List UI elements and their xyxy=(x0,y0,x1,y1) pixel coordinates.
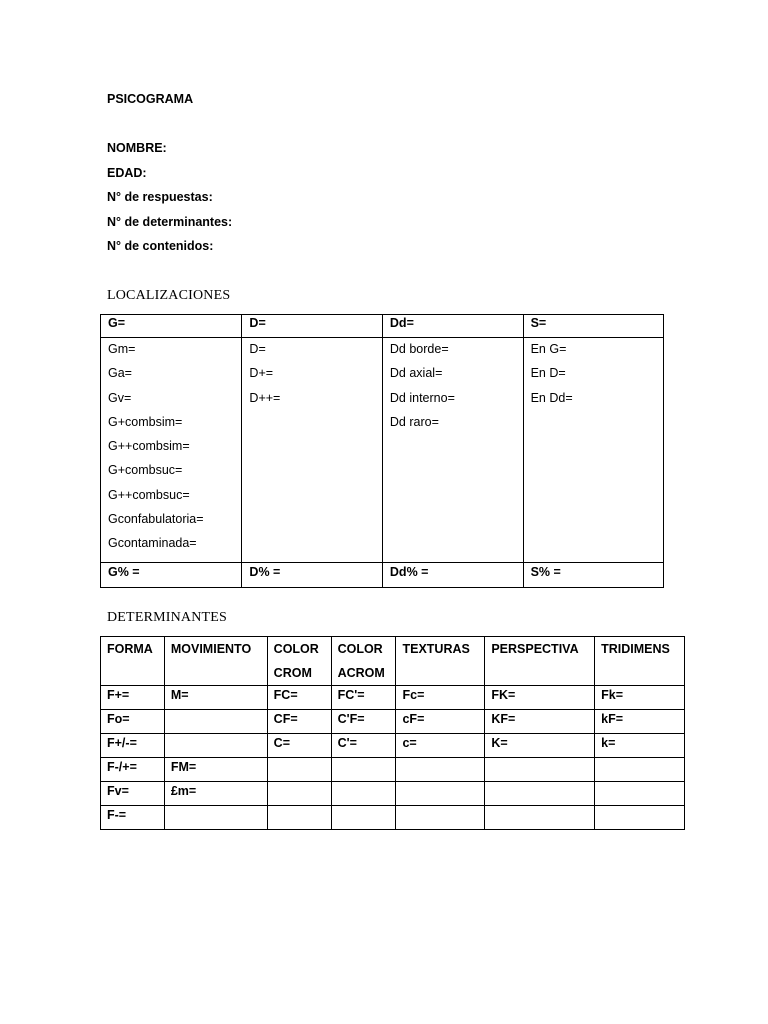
page-title: PSICOGRAMA xyxy=(107,92,194,106)
total-cell: S% = xyxy=(523,563,663,588)
table-body-row xyxy=(101,338,664,563)
cell-item: Gv= xyxy=(108,390,132,405)
table-cell xyxy=(595,806,685,830)
header-cell: Dd= xyxy=(382,315,523,338)
patient-fields xyxy=(107,140,232,263)
table-cell: F-/+= xyxy=(101,758,165,782)
cell-item: D= xyxy=(249,342,266,356)
table-cell: F+/-= xyxy=(101,734,165,758)
table-cell: Fo= xyxy=(101,710,165,734)
table-cell: Fc= xyxy=(396,686,485,710)
header-cell: COLOR ACROM xyxy=(331,637,396,686)
cell-item: Dd raro= xyxy=(389,414,439,429)
cell-item: Gconfabulatoria= xyxy=(108,512,204,527)
cell-item: G+combsim= xyxy=(108,414,183,429)
cell-item: Dd axial= xyxy=(389,366,443,381)
table-cell xyxy=(331,782,396,806)
table-cell xyxy=(396,782,485,806)
cell-item: Gm= xyxy=(108,342,136,356)
table-cell xyxy=(164,734,267,758)
localizaciones-heading: LOCALIZACIONES xyxy=(107,288,231,303)
table-cell: C= xyxy=(267,734,331,758)
table-cell: M= xyxy=(164,686,267,710)
field-respuestas: N° de respuestas: xyxy=(107,190,213,204)
table-header-row xyxy=(101,315,664,338)
total-cell: D% = xyxy=(242,563,382,588)
total-cell: Dd% = xyxy=(382,563,523,588)
cell-item: G++combsim= xyxy=(108,439,190,454)
table-cell: £m= xyxy=(164,782,267,806)
field-contenidos: N° de contenidos: xyxy=(107,239,214,253)
table-cell: k= xyxy=(595,734,685,758)
table-cell xyxy=(267,758,331,782)
table-cell xyxy=(331,758,396,782)
table-cell: F-= xyxy=(101,806,165,830)
header-cell: MOVIMIENTO xyxy=(164,637,267,686)
determinantes-heading: DETERMINANTES xyxy=(107,610,228,625)
cell-item: D++= xyxy=(249,390,281,405)
table-cell xyxy=(396,806,485,830)
column-dd xyxy=(382,338,523,563)
table-totals-row xyxy=(101,563,664,588)
table-cell xyxy=(595,782,685,806)
table-cell xyxy=(396,758,485,782)
table-cell: Fv= xyxy=(101,782,165,806)
cell-item: G++combsuc= xyxy=(108,487,190,502)
cell-item: Dd borde= xyxy=(389,342,449,356)
header-cell: G= xyxy=(101,315,242,338)
total-cell: G% = xyxy=(101,563,242,588)
header-cell: COLOR CROM xyxy=(267,637,331,686)
table-cell: c= xyxy=(396,734,485,758)
table-cell: FK= xyxy=(485,686,595,710)
header-cell: TRIDIMENS xyxy=(595,637,685,686)
determinantes-table xyxy=(100,636,685,830)
table-cell xyxy=(485,782,595,806)
table-cell xyxy=(267,782,331,806)
table-cell xyxy=(485,806,595,830)
table-cell xyxy=(485,758,595,782)
cell-item: En G= xyxy=(530,342,567,356)
table-cell xyxy=(267,806,331,830)
table-cell: CF= xyxy=(267,710,331,734)
cell-item: Ga= xyxy=(108,366,132,381)
table-cell: C'= xyxy=(331,734,396,758)
table-row xyxy=(101,686,685,710)
table-row xyxy=(101,782,685,806)
field-determinantes: N° de determinantes: xyxy=(107,214,233,229)
table-row xyxy=(101,710,685,734)
table-cell xyxy=(595,758,685,782)
table-cell: C'F= xyxy=(331,710,396,734)
field-nombre: NOMBRE: xyxy=(107,141,167,155)
cell-item: Gcontaminada= xyxy=(108,536,197,551)
header-cell: S= xyxy=(523,315,663,338)
table-cell: KF= xyxy=(485,710,595,734)
table-header-row xyxy=(101,637,685,686)
cell-item: Dd interno= xyxy=(389,390,455,405)
table-cell: FC= xyxy=(267,686,331,710)
table-row xyxy=(101,806,685,830)
table-cell: K= xyxy=(485,734,595,758)
field-edad: EDAD: xyxy=(107,165,147,180)
column-g xyxy=(101,338,242,563)
table-cell: cF= xyxy=(396,710,485,734)
table-row xyxy=(101,758,685,782)
cell-item: En D= xyxy=(530,366,566,381)
table-cell xyxy=(164,710,267,734)
header-cell: D= xyxy=(242,315,382,338)
table-cell: FM= xyxy=(164,758,267,782)
header-cell: FORMA xyxy=(101,637,165,686)
header-cell: TEXTURAS xyxy=(396,637,485,686)
table-cell: FC'= xyxy=(331,686,396,710)
column-s xyxy=(523,338,663,563)
table-cell xyxy=(164,806,267,830)
column-d xyxy=(242,338,382,563)
table-cell xyxy=(331,806,396,830)
cell-item: En Dd= xyxy=(530,390,573,405)
table-row xyxy=(101,734,685,758)
header-cell: PERSPECTIVA xyxy=(485,637,595,686)
cell-item: G+combsuc= xyxy=(108,463,183,478)
table-cell: kF= xyxy=(595,710,685,734)
cell-item: D+= xyxy=(249,366,274,381)
table-cell: Fk= xyxy=(595,686,685,710)
table-cell: F+= xyxy=(101,686,165,710)
localizaciones-table xyxy=(100,314,664,588)
